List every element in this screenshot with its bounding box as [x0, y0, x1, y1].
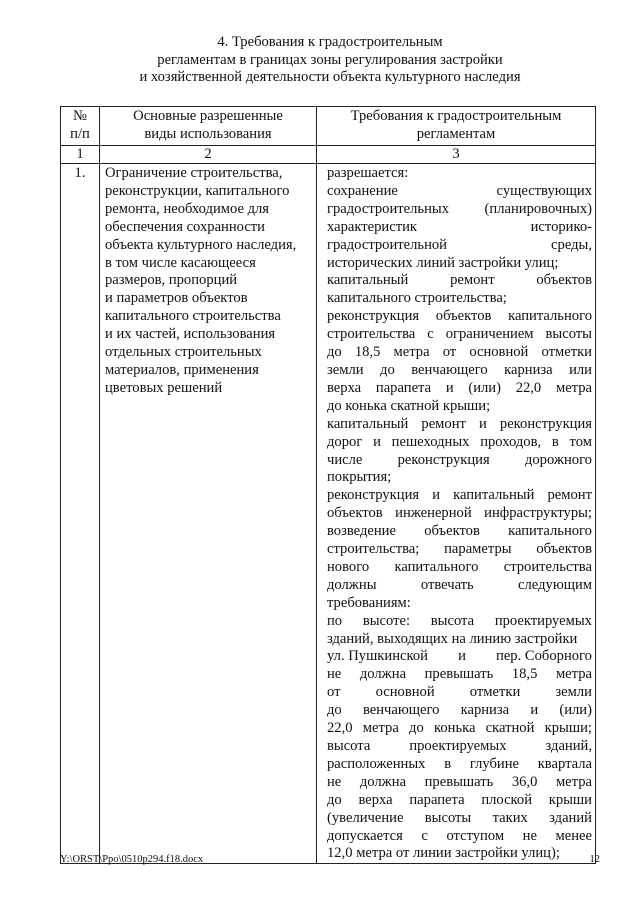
uses-line: объекта культурного наследия, — [105, 236, 297, 253]
requirement-word: отметки — [469, 684, 521, 701]
uses-line: цветовых решений — [105, 379, 223, 396]
requirement-word: (увеличение — [327, 809, 404, 826]
requirement-line — [327, 237, 592, 255]
requirement-word: характеристик — [327, 218, 417, 235]
requirement-word: от — [442, 344, 457, 361]
requirement-line — [327, 434, 592, 452]
requirement-word: менее — [555, 827, 592, 844]
requirement-line — [327, 487, 592, 505]
section-title-line: и хозяйственной деятельности объекта культурного наследия — [139, 69, 521, 85]
requirement-word: конька — [433, 720, 476, 737]
page-number: 12 — [589, 854, 600, 865]
uses-cell — [100, 164, 317, 864]
requirement-word: ремонт — [421, 415, 466, 432]
requirement-word: историко- — [530, 218, 592, 235]
row-number: 1. — [61, 164, 100, 864]
requirement-word: допускается — [327, 827, 403, 844]
requirement-word: должна — [359, 773, 407, 790]
requirement-word: требованиям: — [327, 594, 411, 611]
requirement-line — [327, 505, 592, 523]
requirement-word: объектов — [424, 523, 480, 540]
requirement-word: таких — [492, 809, 528, 826]
requirement-word: сохранение — [327, 182, 398, 199]
requirement-word: проектируемых — [494, 612, 592, 629]
requirement-word: венчающего — [411, 361, 488, 378]
requirement-word: ремонт — [547, 487, 592, 504]
requirement-line — [327, 613, 592, 631]
requirement-word: метра — [362, 720, 399, 737]
requirement-word: реконструкция — [327, 308, 420, 325]
requirement-word: метра — [555, 773, 592, 790]
requirement-line — [327, 774, 592, 792]
column-number: 3 — [317, 146, 596, 164]
uses-line: и параметров объектов — [105, 290, 248, 307]
requirement-word: квартала — [537, 755, 592, 772]
requirement-word: зданий, — [545, 738, 592, 754]
requirement-word: капитального — [394, 558, 479, 575]
requirement-word: метра — [555, 379, 592, 396]
requirement-word: том — [569, 433, 592, 450]
requirement-word: высоты — [545, 326, 592, 343]
requirement-word: градостроительных — [327, 200, 449, 217]
header-cell-uses — [100, 107, 317, 146]
requirement-line — [327, 828, 592, 846]
requirement-word: 22,0 — [515, 379, 542, 396]
requirement-word: крыши; — [544, 720, 592, 737]
requirement-word: исторических линий застройки улиц; — [327, 254, 559, 271]
requirement-line — [327, 810, 592, 828]
requirement-line — [327, 344, 592, 362]
column-number-row — [61, 146, 596, 164]
uses-line: обеспечения сохранности — [105, 218, 265, 235]
requirement-word: до — [380, 361, 395, 378]
requirement-word: 18,5 — [511, 666, 538, 683]
requirement-word: плоской — [481, 791, 532, 808]
section-title — [60, 34, 600, 87]
requirement-word: инженерной — [395, 505, 472, 522]
requirement-word: проходов, — [480, 433, 542, 450]
requirement-word: капитального строительства; — [327, 290, 507, 307]
requirement-word: не — [327, 666, 342, 683]
header-text: Требования к градостроительным — [350, 108, 562, 124]
requirement-word: превышать — [424, 666, 494, 683]
requirement-word: метра — [393, 344, 430, 361]
requirement-word: расположенных — [327, 755, 426, 772]
requirement-word: верха — [327, 379, 362, 396]
requirement-word: ограничением — [445, 326, 534, 343]
requirement-word: возведение — [327, 523, 396, 540]
requirement-line — [327, 631, 592, 649]
requirement-word: с — [427, 326, 434, 343]
uses-line: и их частей, использования — [105, 326, 276, 343]
requirement-word: и — [458, 648, 466, 665]
requirement-word: пешеходных — [391, 433, 470, 450]
requirement-word: параметры — [444, 541, 512, 558]
requirement-word: капитального — [508, 523, 592, 540]
requirement-word: и — [373, 433, 381, 450]
requirement-word: земли — [327, 361, 364, 378]
requirement-word: до — [327, 702, 342, 719]
requirement-line — [327, 362, 592, 380]
requirement-line — [327, 738, 592, 756]
requirement-word: дорожного — [524, 451, 592, 468]
requirement-word: проектируемых — [409, 738, 507, 754]
requirement-word: отметки — [541, 344, 592, 361]
requirement-word: объектов — [536, 272, 592, 289]
requirement-word: и — [445, 379, 454, 396]
requirement-word: 36,0 — [511, 773, 538, 790]
requirement-word: строительства — [327, 326, 416, 343]
requirement-line — [327, 469, 592, 487]
requirement-word: основной — [469, 344, 529, 361]
requirement-word: реконструкция — [327, 487, 420, 504]
requirement-line — [327, 308, 592, 326]
requirement-word: объектов — [435, 308, 492, 325]
requirement-word: строительства; — [327, 541, 420, 558]
uses-line: отдельных строительных — [105, 344, 262, 361]
requirement-line — [327, 183, 592, 201]
requirement-word: или — [569, 361, 592, 378]
requirement-line — [327, 720, 592, 738]
requirement-line — [327, 165, 592, 183]
requirement-word: капитальный — [327, 272, 409, 289]
requirement-word: должна — [359, 666, 407, 683]
section-title-line: регламентам в границах зоны регулирования застройки — [157, 51, 503, 68]
requirement-word: в — [444, 755, 452, 772]
requirement-word: и — [432, 487, 440, 504]
requirement-word: капитальный — [327, 415, 409, 432]
uses-line: капитального строительства — [105, 308, 281, 325]
requirement-word: и — [479, 415, 487, 432]
requirement-word: (или) — [559, 702, 592, 719]
requirement-word: высота — [430, 612, 475, 629]
header-text: Основные разрешенные — [133, 108, 283, 124]
uses-line: реконструкции, капитального — [105, 182, 290, 199]
requirement-word: венчающего — [362, 702, 440, 719]
requirement-word: капитальный — [453, 487, 535, 504]
header-cell-requirements — [317, 107, 596, 146]
requirement-line — [327, 666, 592, 684]
uses-text — [105, 165, 312, 398]
requirement-word: пер. Соборного — [496, 648, 592, 665]
requirement-line — [327, 523, 592, 541]
requirement-word: метра — [555, 666, 592, 683]
uses-line: в том числе касающееся — [105, 254, 256, 271]
requirement-line — [327, 290, 592, 308]
requirement-word: и — [530, 702, 539, 719]
uses-line: размеров, пропорций — [105, 272, 238, 289]
requirement-word: реконструкция — [397, 451, 490, 468]
requirement-line — [327, 201, 592, 219]
requirement-word: существующих — [496, 182, 592, 199]
requirement-word: основной — [375, 684, 435, 701]
requirement-word: парапета — [409, 791, 465, 808]
column-number: 2 — [100, 146, 317, 164]
requirement-word: высота — [327, 738, 371, 754]
uses-line: ремонта, необходимое для — [105, 200, 270, 217]
requirement-word: должны — [327, 576, 377, 593]
requirement-word: земли — [555, 684, 592, 701]
requirements-cell — [317, 164, 596, 864]
requirement-word: превышать — [424, 773, 494, 790]
requirement-word: не — [522, 827, 537, 844]
requirement-line — [327, 684, 592, 702]
requirement-word: реконструкция — [499, 415, 592, 432]
requirement-line — [327, 845, 592, 863]
requirement-line — [327, 702, 592, 720]
requirement-word: зданий, выходящих на линию застройки — [327, 630, 578, 647]
requirement-word: до — [327, 791, 342, 808]
header-text: № — [73, 108, 87, 124]
requirements-text — [327, 165, 592, 863]
requirement-word: до — [409, 720, 424, 737]
requirement-word: до — [327, 344, 342, 361]
requirement-word: карниза — [504, 361, 553, 378]
requirement-line — [327, 255, 592, 273]
file-path: Y:\ORST\Ppo\0510p294.f18.docx — [60, 854, 204, 865]
requirement-word: числе — [327, 451, 363, 468]
requirement-word: до конька скатной крыши; — [327, 397, 491, 414]
header-text: виды использования — [144, 125, 272, 142]
requirement-line — [327, 272, 592, 290]
requirement-word: дорог — [327, 433, 363, 450]
requirement-word: отвечать — [420, 576, 474, 593]
requirement-line — [327, 756, 592, 774]
section-title-line: 4. Требования к градостроительным — [217, 34, 443, 50]
requirement-word: 22,0 — [327, 720, 353, 737]
requirement-line — [327, 219, 592, 237]
requirement-word: высоты — [424, 809, 472, 826]
uses-line: Ограничение строительства, — [105, 165, 283, 181]
requirement-line — [327, 595, 592, 613]
requirement-word: в — [551, 433, 559, 450]
requirement-word: следующим — [518, 576, 592, 593]
requirement-word: глубине — [469, 755, 519, 772]
requirement-word: скатной — [485, 720, 535, 737]
requirement-line — [327, 792, 592, 810]
requirement-line — [327, 577, 592, 595]
requirement-word: покрытия; — [327, 469, 392, 486]
requirement-line — [327, 541, 592, 559]
requirement-word: высоте: — [362, 612, 411, 629]
requirement-line — [327, 559, 592, 577]
requirement-word: разрешается: — [327, 165, 409, 181]
requirement-line — [327, 398, 592, 416]
requirement-word: 12,0 метра от линии застройки улиц); — [327, 845, 560, 862]
requirement-word: капитального — [508, 308, 592, 325]
requirement-word: ремонт — [450, 272, 495, 289]
requirement-word: среды, — [551, 236, 592, 253]
requirement-word: парапета — [375, 379, 432, 396]
requirement-word: с — [421, 827, 428, 844]
requirement-word: объектов — [327, 505, 383, 522]
requirement-word: объектов — [536, 541, 592, 558]
header-text: регламентам — [416, 125, 496, 142]
header-text: п/п — [70, 125, 90, 142]
requirement-word: по — [327, 612, 343, 629]
requirement-line — [327, 452, 592, 470]
requirement-line — [327, 416, 592, 434]
requirement-line — [327, 648, 592, 666]
uses-line: материалов, применения — [105, 361, 259, 378]
requirement-word: зданий — [549, 809, 592, 826]
requirement-word: отступом — [446, 827, 505, 844]
requirement-word: строительства — [503, 558, 592, 575]
requirements-table — [60, 106, 596, 864]
requirement-word: не — [327, 773, 342, 790]
table-row — [61, 164, 596, 864]
requirement-word: ул. Пушкинской — [327, 648, 428, 665]
requirement-line — [327, 380, 592, 398]
requirement-line — [327, 326, 592, 344]
requirement-word: от — [327, 684, 341, 701]
requirement-word: нового — [327, 558, 370, 575]
requirement-word: инфраструктуры; — [484, 505, 592, 522]
requirement-word: градостроительной — [327, 236, 447, 253]
requirement-word: (или) — [468, 379, 501, 396]
requirement-word: 18,5 — [354, 344, 381, 361]
header-cell-number — [61, 107, 100, 146]
column-number: 1 — [61, 146, 100, 164]
requirement-word: верха — [358, 791, 393, 808]
requirement-word: (планировочных) — [484, 200, 592, 217]
requirement-word: крыши — [548, 791, 592, 808]
requirement-word: карниза — [460, 702, 510, 719]
table-header-row — [61, 107, 596, 146]
